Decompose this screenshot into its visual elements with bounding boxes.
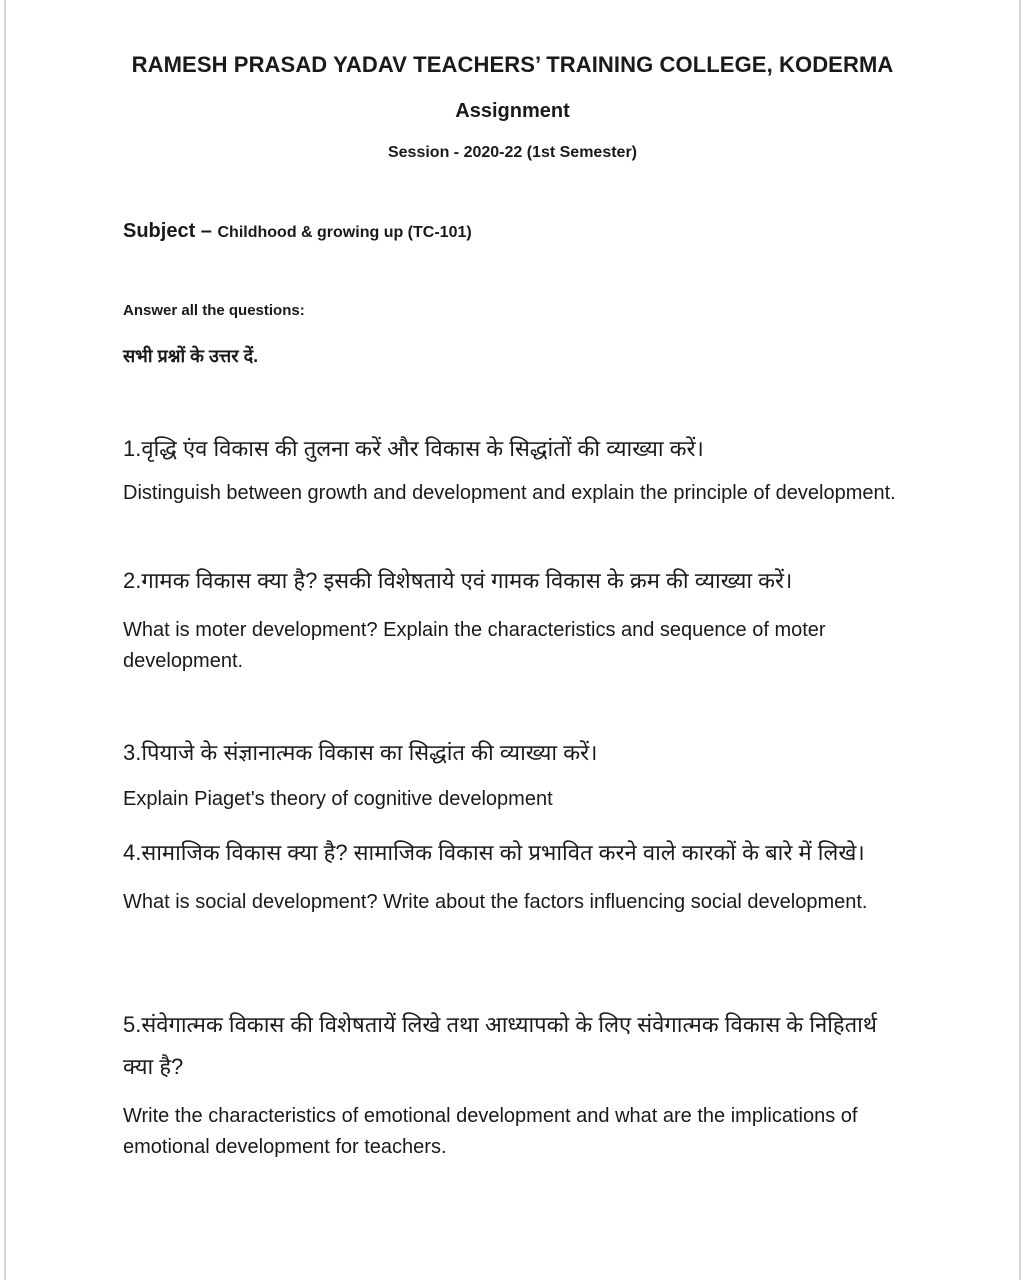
subject-line [123,220,472,243]
question-5 [123,1004,903,1163]
subject-dash: – [195,220,218,242]
question-4-hindi: 4.सामाजिक विकास क्या है? सामाजिक विकास को प्रभावित करने वाले कारकों के बारे में लिखे। [123,840,865,865]
question-1-english: Distinguish between growth and development and explain the principle of development. [123,482,896,504]
instruction-hindi: सभी प्रश्नों के उत्तर दें. [123,346,259,366]
question-1 [123,428,903,509]
page-edge-left [4,0,6,1280]
question-2 [123,560,903,677]
question-4 [123,832,903,918]
document-type-heading: Assignment [455,100,570,122]
subject-label: Subject [123,220,196,242]
instruction-english: Answer all the questions: [123,302,305,319]
question-2-hindi: 2.गामक विकास क्या है? इसकी विशेषताये एवं गामक विकास के क्रम की व्याख्या करें। [123,568,793,593]
question-2-english: What is moter development? Explain the characteristics and sequence of moter development. [123,619,826,672]
question-5-english: Write the characteristics of emotional development and what are the implications of emotional development for teachers. [123,1105,858,1158]
question-5-hindi: 5.संवेगात्मक विकास की विशेषतायें लिखे तथा आध्यापको के लिए संवेगात्मक विकास के निहितार्थ क्या है? [123,1012,877,1079]
question-1-hindi: 1.वृद्धि एंव विकास की तुलना करें और विकास के सिद्धांतों की व्याख्या करें। [123,436,704,461]
question-3-english: Explain Piaget's theory of cognitive development [123,788,553,810]
college-title: RAMESH PRASAD YADAV TEACHERS’ TRAINING COLLEGE, KODERMA [131,52,894,77]
question-4-english: What is social development? Write about the factors influencing social development. [123,891,868,913]
question-3-hindi: 3.पियाजे के संज्ञानात्मक विकास का सिद्धांत की व्याख्या करें। [123,740,598,765]
question-3 [123,732,903,815]
page-edge-right [1019,0,1021,1280]
subject-value: Childhood & growing up (TC-101) [217,224,472,241]
session-line: Session - 2020-22 (1st Semester) [387,144,637,161]
